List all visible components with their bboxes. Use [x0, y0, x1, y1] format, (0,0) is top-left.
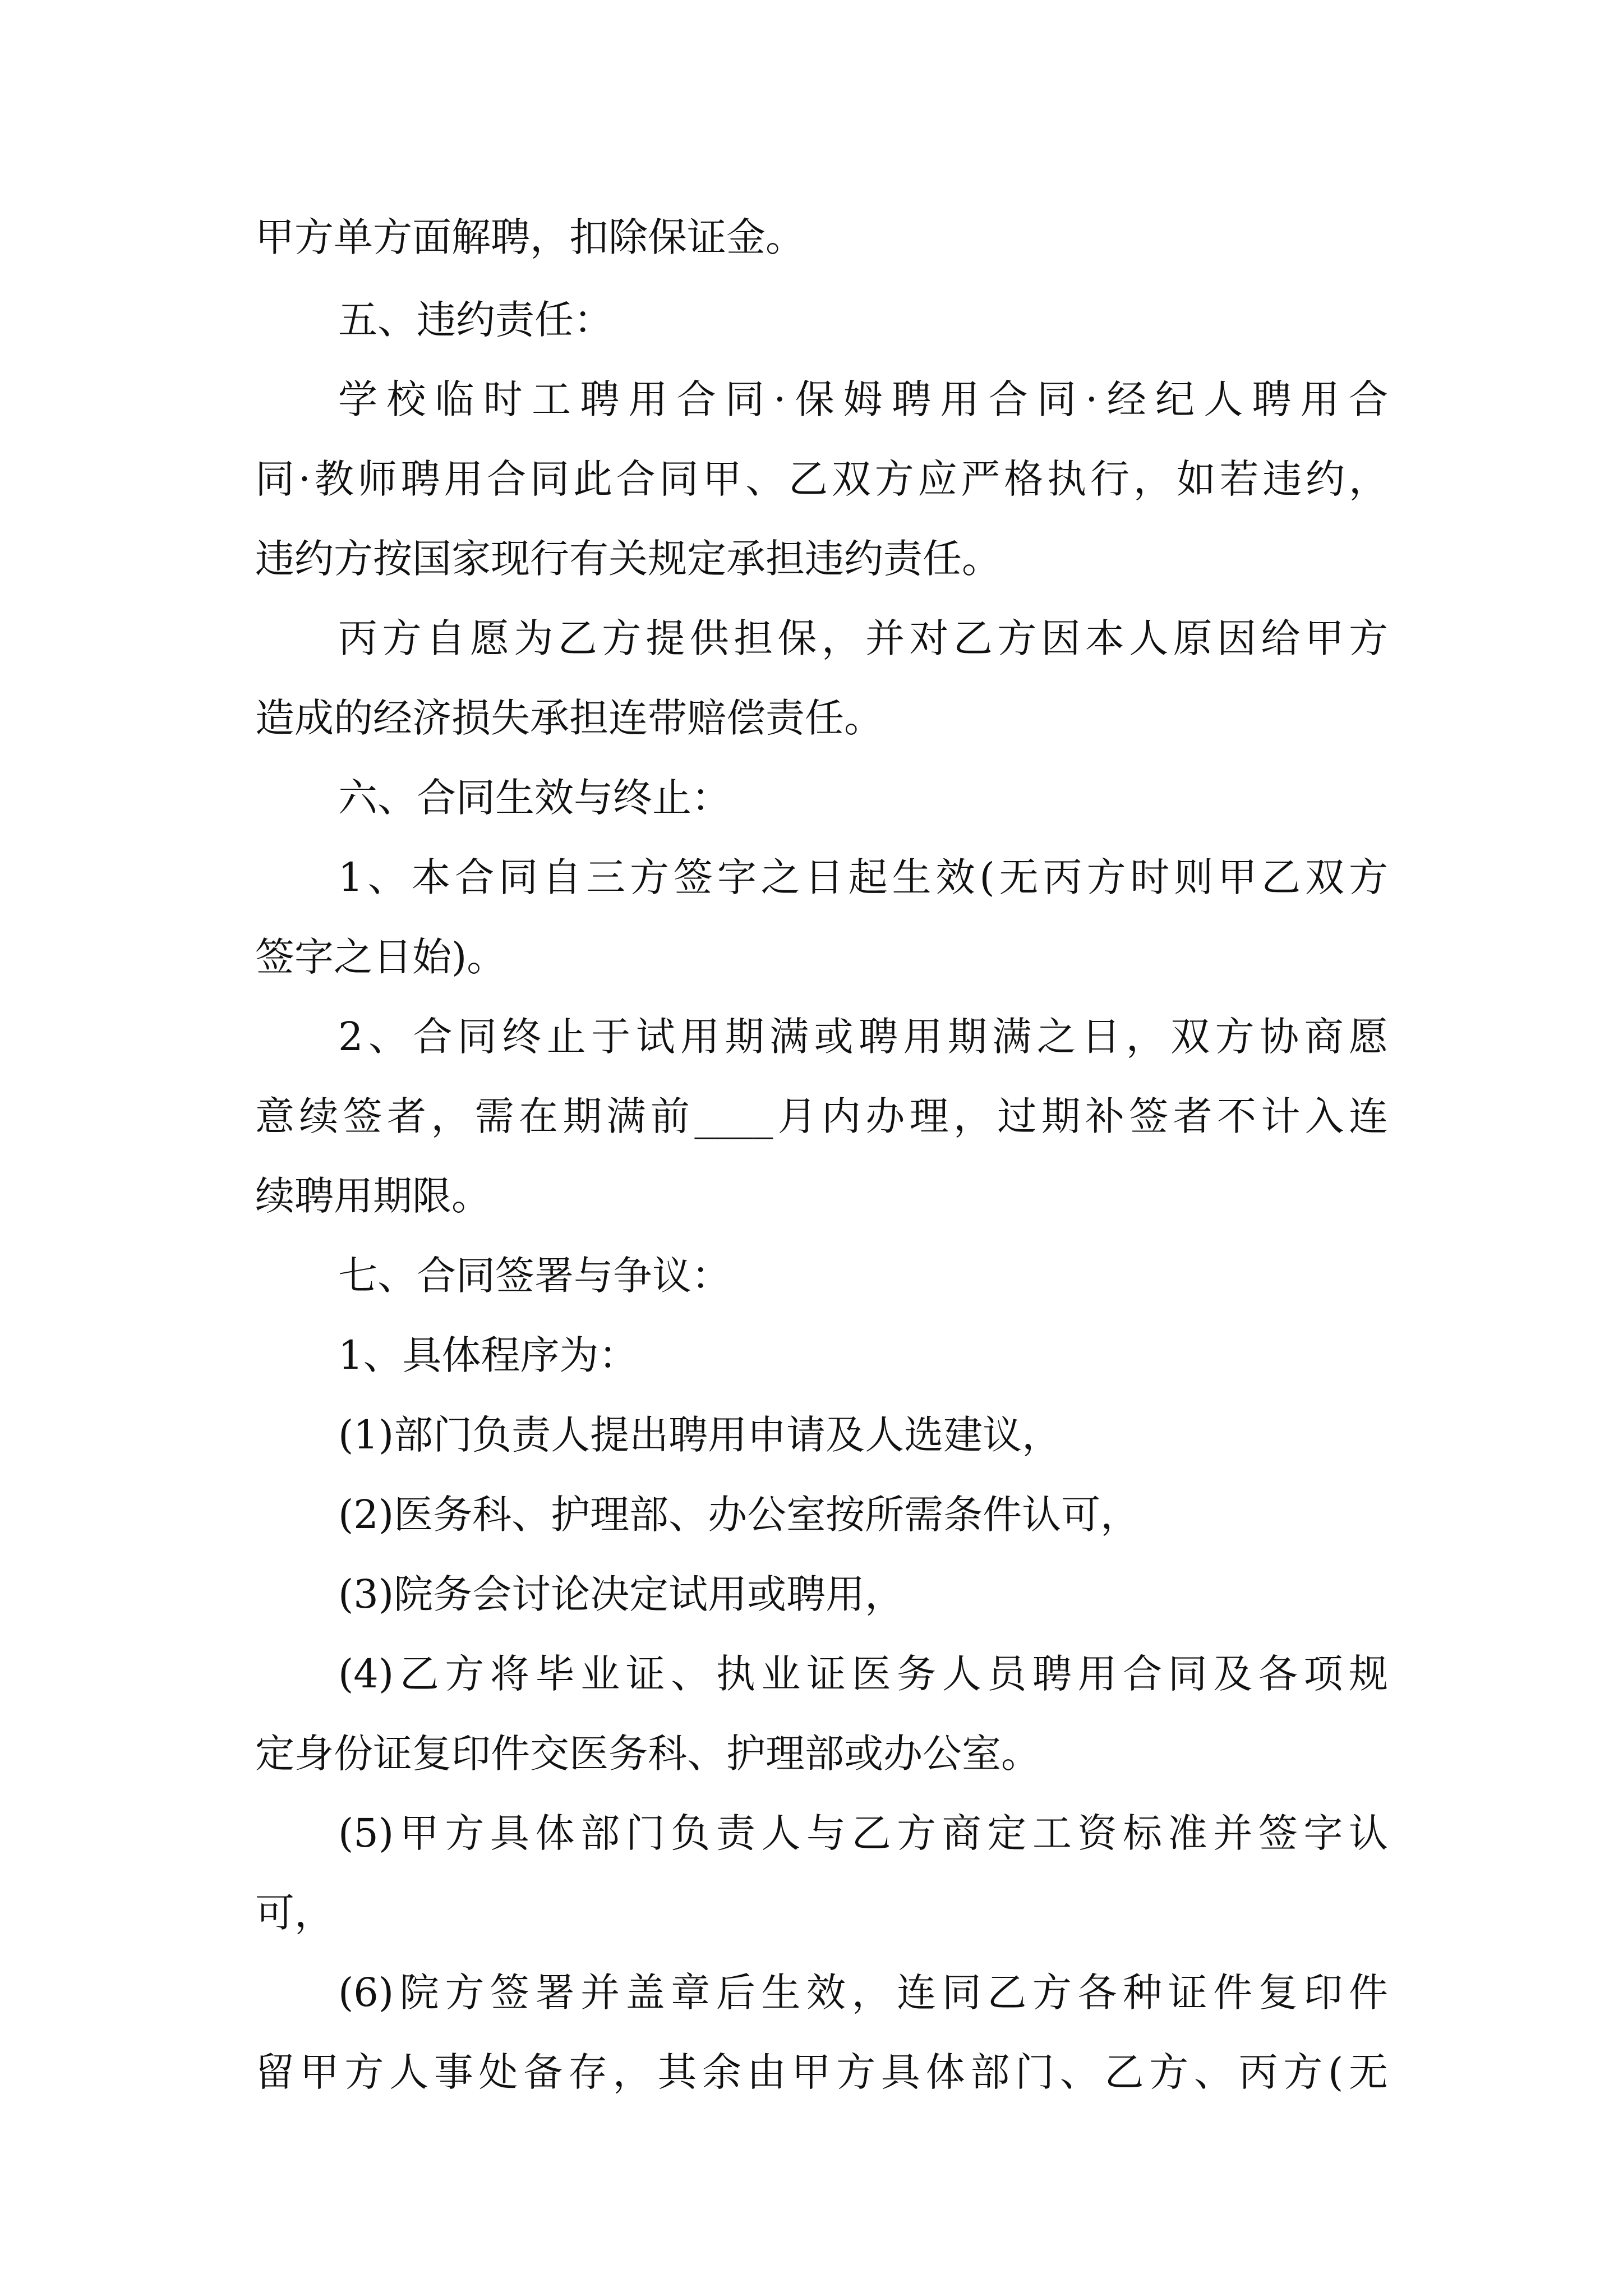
list-item: (4)乙方将毕业证、执业证医务人员聘用合同及各项规: [338, 1651, 1388, 1697]
list-item: (2)医务科、护理部、办公室按所需条件认可，: [338, 1492, 1140, 1538]
text-line: 学校临时工聘用合同·保姆聘用合同·经纪人聘用合: [338, 376, 1388, 422]
text-line: 造成的经济损失承担连带赔偿责任。: [255, 695, 883, 741]
text-line: 2、合同终止于试用期满或聘用期满之日，双方协商愿: [338, 1014, 1388, 1060]
list-item: (3)院务会讨论决定试用或聘用，: [338, 1571, 905, 1617]
text-line: 可，: [255, 1890, 334, 1936]
section-heading: 七、合同签署与争议：: [338, 1253, 731, 1299]
text-line: 定身份证复印件交医务科、护理部或办公室。: [255, 1731, 1040, 1777]
text-line: 签字之日始)。: [255, 934, 506, 980]
text-line: 留甲方人事处备存，其余由甲方具体部门、乙方、丙方(无: [255, 2049, 1388, 2095]
text-line: 丙方自愿为乙方提供担保，并对乙方因本人原因给甲方: [338, 615, 1388, 661]
list-item: (5)甲方具体部门负责人与乙方商定工资标准并签字认: [338, 1810, 1388, 1856]
list-item: (6)院方签署并盖章后生效，连同乙方各种证件复印件: [338, 1970, 1388, 2016]
text-line: 1、具体程序为：: [338, 1332, 638, 1378]
section-heading: 六、合同生效与终止：: [338, 775, 731, 821]
text-line: 同·教师聘用合同此合同甲、乙双方应严格执行，如若违约，: [255, 456, 1388, 502]
text-line: 违约方按国家现行有关规定承担违约责任。: [255, 536, 1001, 582]
list-item: (1)部门负责人提出聘用申请及人选建议，: [338, 1412, 1062, 1458]
text-line: 甲方单方面解聘，扣除保证金。: [255, 214, 805, 260]
text-line: 续聘用期限。: [255, 1173, 491, 1219]
section-heading: 五、违约责任：: [338, 297, 613, 343]
text-line: 1、本合同自三方签字之日起生效(无丙方时则甲乙双方: [338, 854, 1388, 900]
text-line: 意续签者，需在期满前____月内办理，过期补签者不计入连: [255, 1093, 1388, 1139]
